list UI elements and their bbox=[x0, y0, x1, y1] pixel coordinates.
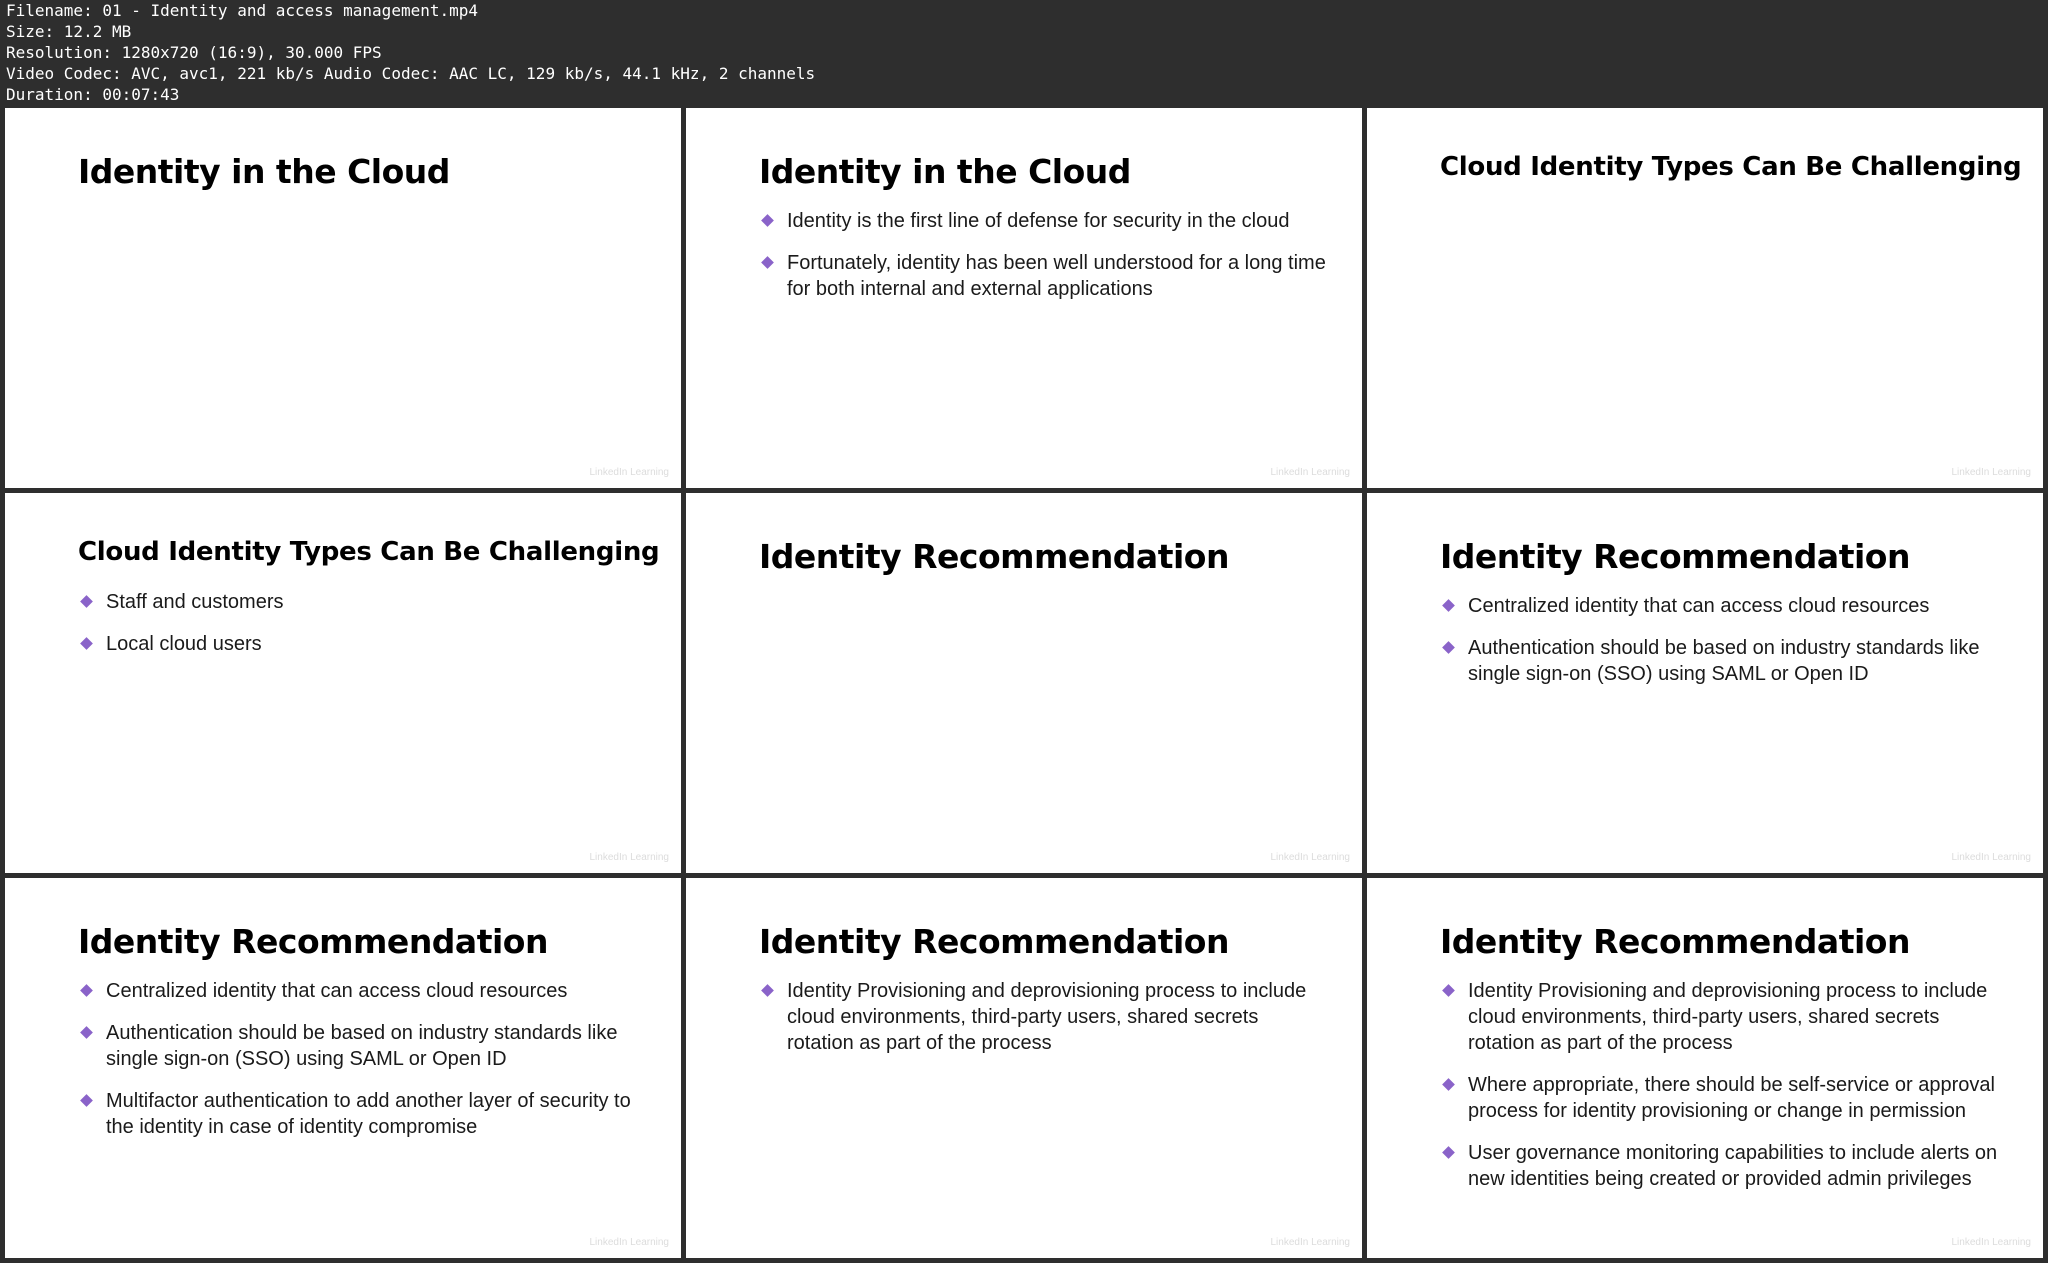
linkedin-learning-watermark: LinkedIn Learning bbox=[1270, 852, 1350, 863]
diamond-bullet-icon bbox=[80, 984, 93, 997]
slide-title: Identity Recommendation bbox=[1440, 922, 1910, 961]
linkedin-learning-watermark: LinkedIn Learning bbox=[589, 852, 669, 863]
diamond-bullet-icon bbox=[761, 256, 774, 269]
bullet-item bbox=[78, 589, 648, 615]
bullet-text: Centralized identity that can access cloud resources bbox=[106, 980, 568, 1002]
bullet-text: Identity Provisioning and deprovisioning process to include cloud environments, third-party users, shared secrets rotation as part of the process bbox=[787, 980, 1307, 1054]
bullet-item bbox=[759, 208, 1329, 234]
bullet-text: Fortunately, identity has been well understood for a long time for both internal and external applications bbox=[787, 252, 1326, 300]
linkedin-learning-watermark: LinkedIn Learning bbox=[1951, 1237, 2031, 1248]
bullet-item bbox=[1440, 978, 2010, 1056]
slide-thumbnail[interactable] bbox=[5, 878, 681, 1258]
slide-title: Identity in the Cloud bbox=[78, 152, 450, 191]
bullet-item bbox=[759, 978, 1329, 1056]
resolution-line: Resolution: 1280x720 (16:9), 30.000 FPS bbox=[6, 43, 382, 62]
bullet-item bbox=[1440, 635, 2010, 687]
bullet-text: Centralized identity that can access cloud resources bbox=[1468, 595, 1930, 617]
diamond-bullet-icon bbox=[80, 595, 93, 608]
diamond-bullet-icon bbox=[761, 984, 774, 997]
bullet-list bbox=[759, 978, 1329, 1072]
bullet-item bbox=[78, 978, 648, 1004]
diamond-bullet-icon bbox=[1442, 1078, 1455, 1091]
bullet-text: Where appropriate, there should be self-service or approval process for identity provisioning or change in permission bbox=[1468, 1074, 1995, 1122]
slide-thumbnail[interactable] bbox=[686, 878, 1362, 1258]
duration-line: Duration: 00:07:43 bbox=[6, 85, 180, 104]
bullet-list bbox=[78, 589, 648, 673]
bullet-list bbox=[1440, 978, 2010, 1208]
bullet-item bbox=[78, 1020, 648, 1072]
slide-title: Identity Recommendation bbox=[1440, 537, 1910, 576]
bullet-text: Staff and customers bbox=[106, 591, 284, 613]
codec-line: Video Codec: AVC, avc1, 221 kb/s Audio Codec: AAC LC, 129 kb/s, 44.1 kHz, 2 channels bbox=[6, 64, 816, 83]
linkedin-learning-watermark: LinkedIn Learning bbox=[1951, 852, 2031, 863]
bullet-list bbox=[759, 208, 1329, 318]
diamond-bullet-icon bbox=[1442, 599, 1455, 612]
slide-title: Identity Recommendation bbox=[78, 922, 548, 961]
slide-thumbnail[interactable] bbox=[686, 493, 1362, 873]
slide-thumbnail[interactable] bbox=[686, 108, 1362, 488]
bullet-text: Authentication should be based on industry standards like single sign-on (SSO) using SAML or Open ID bbox=[1468, 637, 1980, 685]
slide-title: Identity Recommendation bbox=[759, 922, 1229, 961]
bullet-text: Authentication should be based on industry standards like single sign-on (SSO) using SAML or Open ID bbox=[106, 1022, 618, 1070]
bullet-list bbox=[1440, 593, 2010, 703]
slide-title: Cloud Identity Types Can Be Challenging bbox=[78, 537, 660, 567]
bullet-text: Identity Provisioning and deprovisioning process to include cloud environments, third-party users, shared secrets rotation as part of the process bbox=[1468, 980, 1988, 1054]
linkedin-learning-watermark: LinkedIn Learning bbox=[589, 467, 669, 478]
diamond-bullet-icon bbox=[80, 1094, 93, 1107]
bullet-text: User governance monitoring capabilities to include alerts on new identities being created or provided admin privileges bbox=[1468, 1142, 1998, 1190]
slide-thumbnail[interactable] bbox=[1367, 493, 2043, 873]
size-line: Size: 12.2 MB bbox=[6, 22, 132, 41]
linkedin-learning-watermark: LinkedIn Learning bbox=[589, 1237, 669, 1248]
slide-thumbnail[interactable] bbox=[1367, 878, 2043, 1258]
slide-title: Cloud Identity Types Can Be Challenging bbox=[1440, 152, 2022, 182]
bullet-item bbox=[759, 250, 1329, 302]
diamond-bullet-icon bbox=[1442, 1146, 1455, 1159]
bullet-item bbox=[1440, 1072, 2010, 1124]
diamond-bullet-icon bbox=[1442, 641, 1455, 654]
linkedin-learning-watermark: LinkedIn Learning bbox=[1270, 467, 1350, 478]
bullet-text: Local cloud users bbox=[106, 633, 262, 655]
diamond-bullet-icon bbox=[761, 214, 774, 227]
bullet-item bbox=[78, 1088, 648, 1140]
filename-line: Filename: 01 - Identity and access management.mp4 bbox=[6, 1, 479, 20]
bullet-item bbox=[1440, 1140, 2010, 1192]
linkedin-learning-watermark: LinkedIn Learning bbox=[1951, 467, 2031, 478]
slide-title: Identity Recommendation bbox=[759, 537, 1229, 576]
bullet-list bbox=[78, 978, 648, 1156]
bullet-text: Identity is the first line of defense for security in the cloud bbox=[787, 210, 1290, 232]
diamond-bullet-icon bbox=[80, 637, 93, 650]
diamond-bullet-icon bbox=[80, 1026, 93, 1039]
slide-thumbnail[interactable] bbox=[5, 108, 681, 488]
bullet-item bbox=[1440, 593, 2010, 619]
slide-thumbnail[interactable] bbox=[5, 493, 681, 873]
diamond-bullet-icon bbox=[1442, 984, 1455, 997]
slide-title: Identity in the Cloud bbox=[759, 152, 1131, 191]
bullet-item bbox=[78, 631, 648, 657]
linkedin-learning-watermark: LinkedIn Learning bbox=[1270, 1237, 1350, 1248]
bullet-text: Multifactor authentication to add another layer of security to the identity in case of identity compromise bbox=[106, 1090, 631, 1138]
thumbnail-grid bbox=[0, 106, 2048, 1263]
slide-thumbnail[interactable] bbox=[1367, 108, 2043, 488]
file-info-header bbox=[0, 0, 2048, 106]
